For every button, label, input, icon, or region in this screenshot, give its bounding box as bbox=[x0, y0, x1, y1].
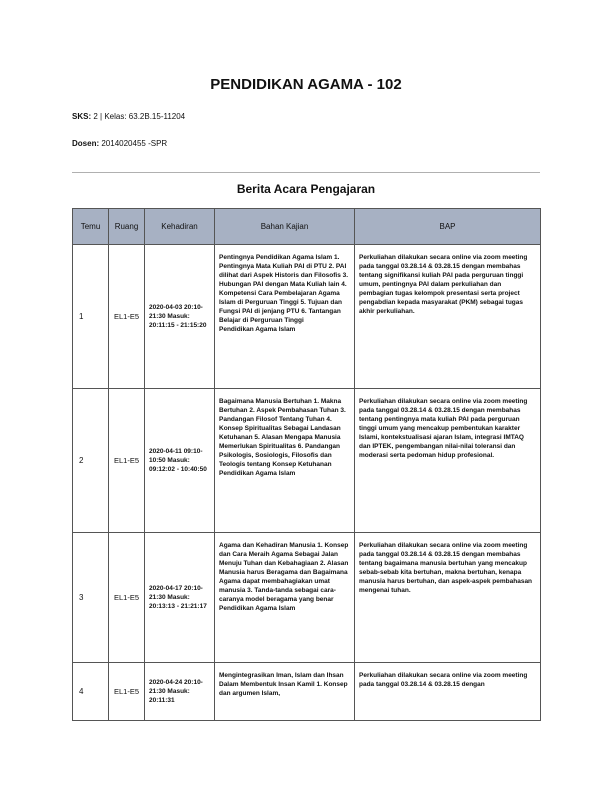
temu-cell: 1 bbox=[73, 245, 109, 389]
ruang-cell: EL1-E5 bbox=[109, 533, 145, 663]
bahan-kajian-text: Bagaimana Manusia Bertuhan 1. Makna Bertuhan 2. Aspek Pembahasan Tuhan 3. Pandangan Filosof Tentang Tuhan 4. Konsep Spiritualitas Sebagai Landasan Ketuhanan 5. Alasan Mengapa Manusia Memerlukan Spiritualitas 6. Pandangan Psikologis, Sosiologis, Filosofis dan Teologis tentang Konsep Ketuhanan bbox=[219, 398, 346, 468]
table-row bbox=[73, 245, 541, 389]
page-title: PENDIDIKAN AGAMA - 102 bbox=[210, 76, 402, 93]
bahan-kajian-text: Mengintegrasikan Iman, Islam dan Ihsan Dalam Membentuk Insan Kamil 1. Konsep dan argumen Islam, bbox=[219, 672, 348, 697]
column-header-bap: BAP bbox=[355, 209, 541, 245]
ruang-cell: EL1-E5 bbox=[109, 663, 145, 721]
divider bbox=[72, 172, 540, 173]
column-header-temu: Temu bbox=[73, 209, 109, 245]
ruang-cell: EL1-E5 bbox=[109, 245, 145, 389]
table-row bbox=[73, 389, 541, 533]
table-row bbox=[73, 663, 541, 721]
bahan-kajian-course: Pendidikan Agama Islam bbox=[219, 470, 296, 477]
bahan-kajian-text: Agama dan Kehadiran Manusia 1. Konsep dan Cara Meraih Agama Sebagai Jalan Menuju Tuhan dan Kebahagiaan 2. Alasan Manusia harus Beragama dan Bagaimana Agama dapat membahagiakan umat manusia 3. Tanda-tanda sebagai cara-caranya model beragama yang benar bbox=[219, 542, 349, 603]
kehadiran-cell: 2020-04-11 09:10-10:50 Masuk: 09:12:02 - 10:40:50 bbox=[145, 389, 215, 533]
temu-cell: 2 bbox=[73, 389, 109, 533]
bap-cell: Perkuliahan dilakukan secara online via zoom meeting pada tanggal 03.28.14 & 03.28.15 dengan bbox=[355, 663, 541, 721]
dosen-line bbox=[72, 139, 167, 148]
table-row bbox=[73, 533, 541, 663]
dosen-label: Dosen: bbox=[72, 139, 100, 148]
bahan-kajian-cell bbox=[215, 245, 355, 389]
bahan-kajian-course: Pendidikan Agama Islam bbox=[219, 605, 296, 612]
sks-value: 2 | Kelas: 63.2B.15-11204 bbox=[93, 112, 186, 121]
bahan-kajian-cell bbox=[215, 663, 355, 721]
kehadiran-cell: 2020-04-03 20:10-21:30 Masuk: 20:11:15 - 21:15:20 bbox=[145, 245, 215, 389]
column-header-bahan-kajian: Bahan Kajian bbox=[215, 209, 355, 245]
bahan-kajian-text: Pentingnya Pendidikan Agama Islam 1. Pentingnya Mata Kuliah PAI di PTU 2. PAI dilihat dari Aspek Historis dan Filosofis 3. Hubungan PAI dengan Mata Kuliah lain 4. Kompetensi Cara Pembelajaran Agama Islam di Perguruan Tinggi 5. Tujuan dan Fungsi PAI di jenjang PTU 6. Tantangan Belajar di Perguruan Tinggi bbox=[219, 254, 349, 324]
temu-cell: 3 bbox=[73, 533, 109, 663]
bap-cell: Perkuliahan dilakukan secara online via zoom meeting pada tanggal 03.28.14 & 03.28.15 dengan membahas tentang pentingnya mata kuliah PAI pada perguruan tinggi umum yang mencakup pembentukan karakter Islami, kontekstualisasi ajaran Islam, integrasi IMTAQ dan IPTEK, pengembangan nilai-nilai toleransi dan moderasi serta pedoman hidup profesional. bbox=[355, 389, 541, 533]
table-header-row bbox=[73, 209, 541, 245]
sks-label: SKS: bbox=[72, 112, 92, 121]
sks-class-line bbox=[72, 112, 185, 121]
bap-table bbox=[72, 208, 541, 721]
ruang-cell: EL1-E5 bbox=[109, 389, 145, 533]
section-title: Berita Acara Pengajaran bbox=[236, 182, 376, 196]
bap-cell: Perkuliahan dilakukan secara online via zoom meeting pada tanggal 03.28.14 & 03.28.15 dengan membahas tentang signifikansi kuliah PAI pada perguruan tinggi umum, pentingnya PAI dalam perkuliahan dan pembagian tugas kelompok presentasi serta project pengabdian kepada masyarakat (PKM) sebagai tugas akhir perkuliahan. bbox=[355, 245, 541, 389]
kehadiran-cell: 2020-04-24 20:10-21:30 Masuk: 20:11:31 bbox=[145, 663, 215, 721]
kehadiran-cell: 2020-04-17 20:10-21:30 Masuk: 20:13:13 - 21:21:17 bbox=[145, 533, 215, 663]
temu-cell: 4 bbox=[73, 663, 109, 721]
bahan-kajian-cell bbox=[215, 389, 355, 533]
bahan-kajian-course: Pendidikan Agama Islam bbox=[219, 326, 296, 333]
dosen-value: 2014020455 -SPR bbox=[101, 139, 168, 148]
column-header-kehadiran: Kehadiran bbox=[145, 209, 215, 245]
column-header-ruang: Ruang bbox=[109, 209, 145, 245]
bap-cell: Perkuliahan dilakukan secara online via zoom meeting pada tanggal 03.28.14 & 03.28.15 dengan membahas tentang bagaimana manusia bertuhan yang mencakup sebab-sebab kita bertuhan, makna bertuhan, kenapa manusia harus bertuhan, dan aspek-aspek pembahasan mengenai tuhan. bbox=[355, 533, 541, 663]
bahan-kajian-cell bbox=[215, 533, 355, 663]
